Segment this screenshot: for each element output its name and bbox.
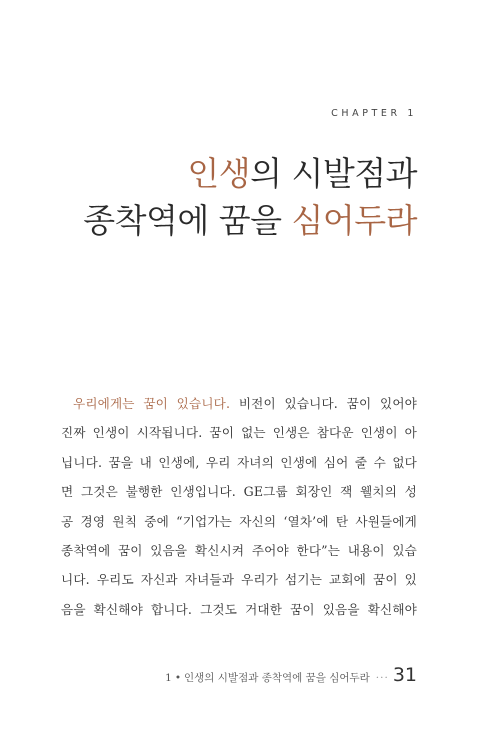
page-footer bbox=[165, 664, 417, 686]
title-line-2 bbox=[83, 197, 417, 244]
footer-bullet: • bbox=[174, 672, 182, 684]
footer-chapter-number: 1 bbox=[165, 672, 172, 684]
chapter-label: CHAPTER 1 bbox=[331, 108, 417, 119]
body-line-1 bbox=[61, 389, 417, 418]
title-accent-1: 인생 bbox=[187, 154, 251, 193]
body-line-5: 공 경영 원칙 중에 “기업가는 자신의 ‘열차’에 탄 사원들에게 bbox=[61, 513, 417, 529]
body-line-6: 종착역에 꿈이 있음을 확신시켜 주어야 한다”는 내용이 있습 bbox=[61, 543, 417, 559]
footer-running-title: 인생의 시발점과 종착역에 꿈을 심어두라 bbox=[184, 672, 370, 684]
title-text-2: 종착역에 꿈을 bbox=[83, 201, 292, 240]
body-paragraph bbox=[61, 389, 417, 624]
title-text-1: 의 시발점과 bbox=[250, 154, 417, 193]
chapter-title bbox=[83, 150, 417, 244]
body-line-4: 면 그것은 불행한 인생입니다. GE그룹 회장인 잭 웰치의 성 bbox=[61, 484, 417, 500]
title-line-1 bbox=[83, 150, 417, 197]
body-highlight: 우리에게는 꿈이 있습니다. bbox=[73, 396, 231, 411]
body-line-3: 닙니다. 꿈을 내 인생에, 우리 자녀의 인생에 심어 줄 수 없다 bbox=[61, 454, 417, 470]
page-number: 31 bbox=[392, 664, 417, 686]
body-line-8: 음을 확신해야 합니다. 그것도 거대한 꿈이 있음을 확신해야 bbox=[61, 601, 417, 617]
body-line-2: 진짜 인생이 시작됩니다. 꿈이 없는 인생은 참다운 인생이 아 bbox=[61, 425, 417, 441]
body-line-7: 니다. 우리도 자신과 자녀들과 우리가 섬기는 교회에 꿈이 있 bbox=[61, 572, 417, 588]
title-accent-2: 심어두라 bbox=[291, 201, 417, 240]
footer-separator: ··· bbox=[375, 672, 389, 684]
body-line-1-rest: 비전이 있습니다. 꿈이 있어야 bbox=[230, 396, 417, 411]
